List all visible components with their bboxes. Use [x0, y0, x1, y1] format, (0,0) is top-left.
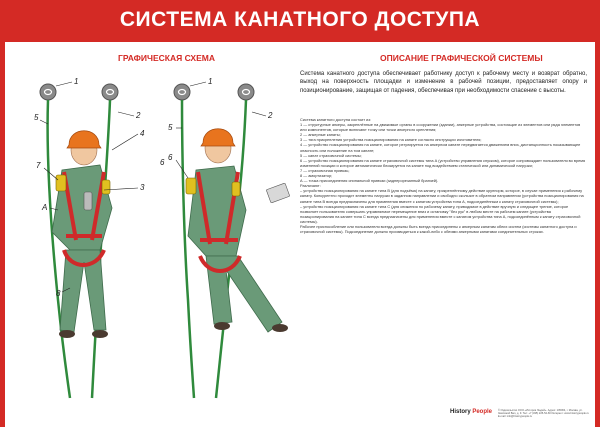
callout-label: 6 [160, 158, 165, 167]
intro-paragraph: Система канатного доступа обеспечивает работнику доступ к рабочему месту и возврат обратно, выход на поверхность площадки и изменение в рабочей позиции, предоставляет опору и позиционирование, защищая от падения, обеспечивая при необходимости спасение с высоты. [300, 71, 587, 94]
callout-label: 7 [36, 161, 41, 170]
safety-rope [182, 100, 194, 398]
callout-label: 6 [168, 153, 173, 162]
callout-label: A [42, 203, 48, 212]
callout-label: 2 [268, 111, 273, 120]
callout-label: 1 [74, 77, 79, 86]
anchor-icon [238, 84, 254, 100]
description-line: 2 — анкерные канаты; [300, 132, 341, 138]
callout-label: 3 [140, 183, 145, 192]
description-line: 3 — тяга прикрепления устройства позиционирования на канате согласно инструкции изготовителя; [300, 137, 482, 143]
left-section-title: ГРАФИЧЕСКАЯ СХЕМА [118, 53, 215, 63]
worker-figure [52, 131, 112, 338]
publisher-logo: History People [450, 409, 493, 415]
page-title: СИСТЕМА КАНАТНОГО ДОСТУПА [119, 8, 481, 31]
description-line: 1 — структурные анкеры, закреплённые на движимые органы в сооружении (здании), анкерные устройства, состоящие из элементов или ряда элементов или компонентов, которые включают точку или точки анкерного крепления; [300, 122, 581, 133]
callout-label: 2 [136, 111, 141, 120]
callout-label: 1 [208, 77, 213, 86]
description-line: 7 — страховочная привязь; [300, 167, 350, 173]
anchor-icon [174, 84, 190, 100]
description-line: Рабочее приспособление или пользователя всегда должны быть всегда присоединены к анкерным канатам обеих систем (системы канатного доступа и страховочной системы). Подсоединение должно производиться к какой-либо с обеими анкерными канатами соединительных строках. [300, 223, 577, 235]
description-line: 6 — устройство позиционирования на канате страховочной системы типа А (устройство управления спуском), которое сопровождает пользователя во время изменений позиции и которое автоматически блокируется на канате под воздействием статической или динамической нагрузки; [300, 157, 586, 168]
description-body [300, 117, 586, 234]
callout-label: 5 [168, 123, 173, 132]
description-line: Различают: [300, 183, 321, 189]
callout-label: 5 [34, 113, 39, 122]
description-line: – устройство позиционирования на канате типа В (для подъёма) на канату, прикреплённому действие крупнорм, которое, в случае применения к рабочему канату. Конкурентно проходит элементы нагрузки в заданном направлении и свободно скользит в обратном направлении (устройства позиционирования на канате типа В всегда предназначены для применения вместе с канатом устройства типа А, подсоединённым к канату страховочной системы); [300, 188, 584, 204]
description-line: 4 — устройство позиционирования на канате, которое регулируется на анкерном канате передвигается движением вниз, дистанционность показывающее опасность или положение на том канате; [300, 142, 581, 153]
description-line: 5 — канат страховочной системы; [300, 152, 362, 158]
description-line: – устройство позиционирования на канате типа С (для снижения по рабочему канату, приводимое в действие вручную и следящее трение, которое позволяет пользователю совершать управляемое перемещение вниз и остановку "без рук" в любом месте на рабочем канате (устройства позиционирования на канате типа С всегда предназначены для применения вместе с канатом устройства типа А, подсоединённым к канату страховочной системы). [300, 203, 581, 224]
description-line: Система канатного доступа состоит из: [300, 117, 372, 122]
anchor-icon [102, 84, 118, 100]
callout-label: 8 [56, 289, 61, 298]
footer [450, 409, 592, 421]
worker-figure [186, 129, 290, 332]
description-line: А — точка присоединения спинальной привязи (заднерорезанный бранзей). [300, 178, 439, 184]
callout-label: 4 [140, 129, 145, 138]
publisher-info: © Издательство ООО «История Людей». Адрес: 105064, г. Москва, ул. Земляной Вал, д. 9. Тел: +7 (495) 225-54-60 Интернет: www.historypeople.ru E-mail: info@historypeople.ru [498, 409, 589, 419]
anchor-icon [40, 84, 56, 100]
safety-rope [48, 100, 70, 398]
description-line: 8 — амортизатор; [300, 173, 333, 179]
right-section-title: ОПИСАНИЕ ГРАФИЧЕСКОЙ СИСТЕМЫ [380, 53, 543, 63]
